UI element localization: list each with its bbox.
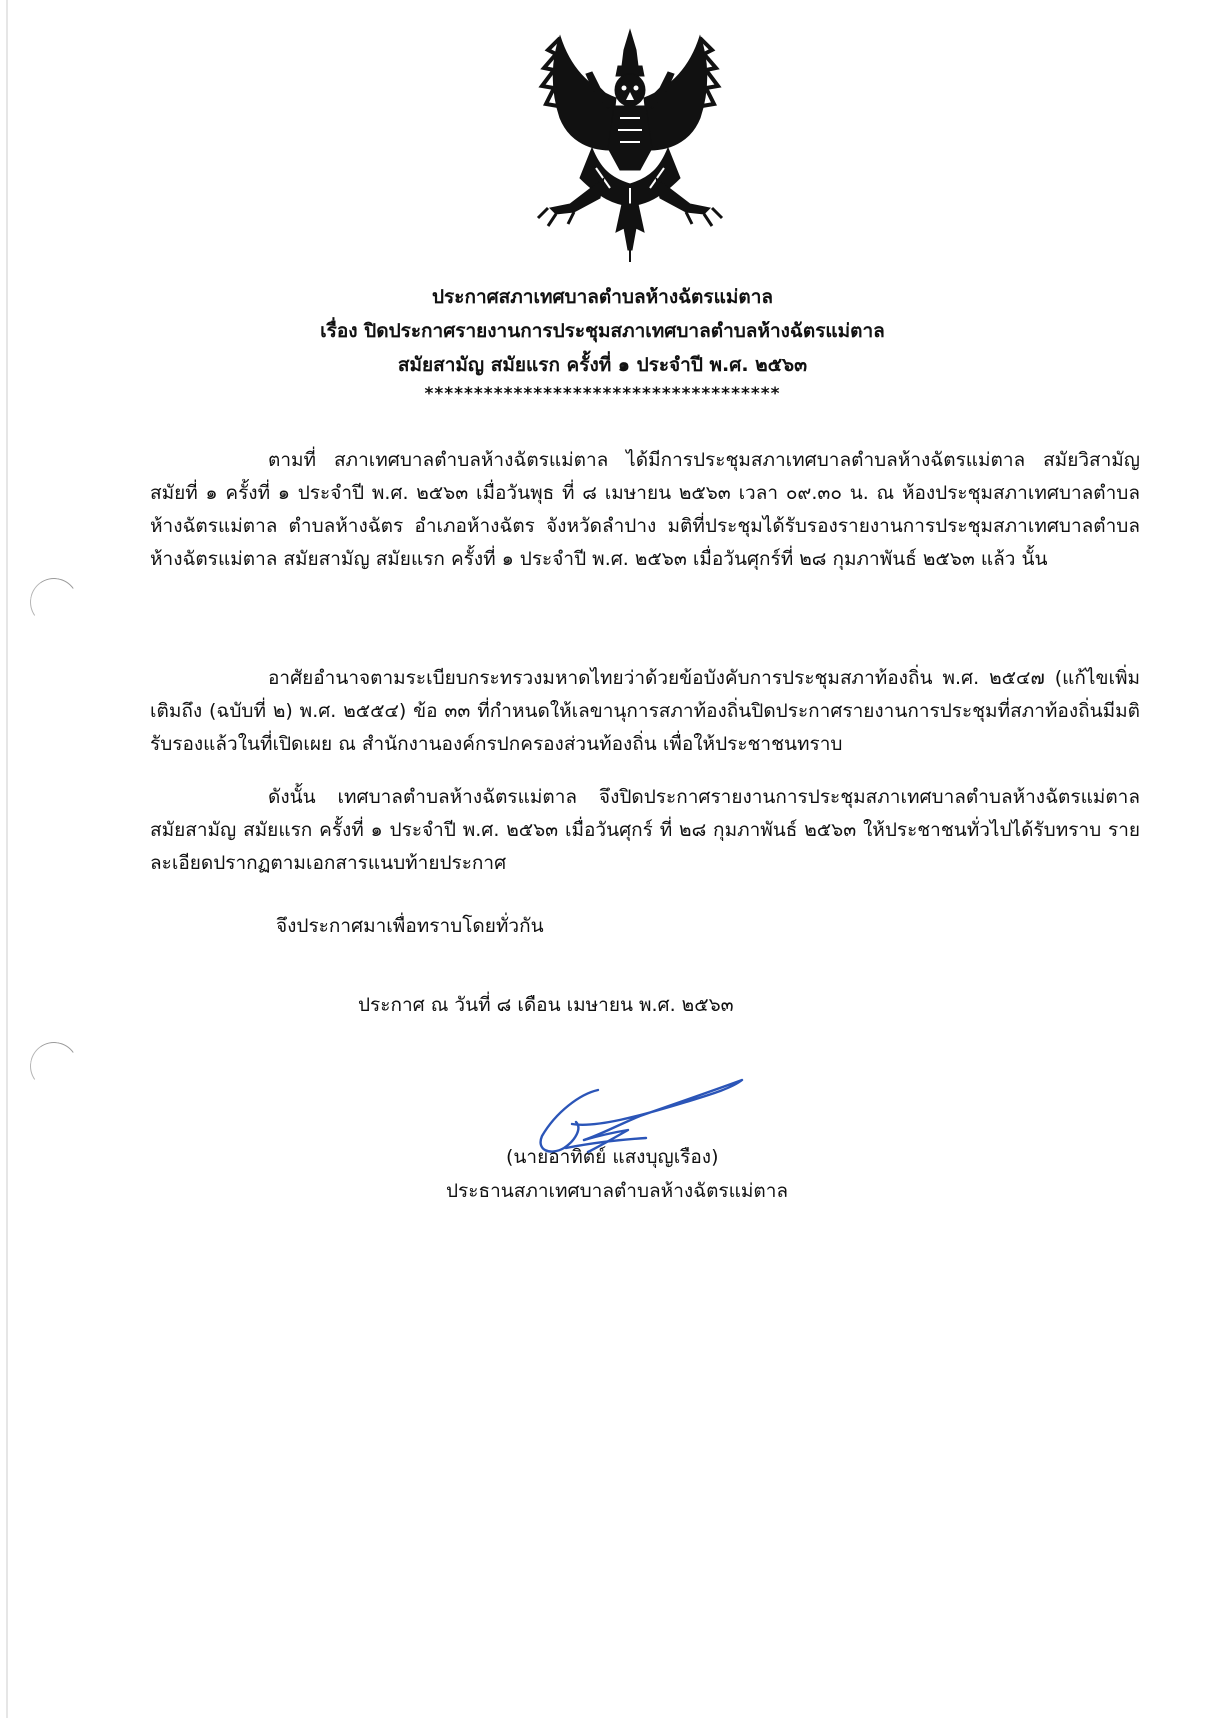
signer-title: ประธานสภาเทศบาลตำบลห้างฉัตรแม่ตาล [446,1180,789,1202]
announcement-subject: เรื่อง ปิดประกาศรายงานการประชุมสภาเทศบาลตำบลห้างฉัตรแม่ตาล [320,320,885,342]
paragraph-2: อาศัยอำนาจตามระเบียบกระทรวงมหาดไทยว่าด้วยข้อบังคับการประชุมสภาท้องถิ่น พ.ศ. ๒๕๔๗ (แก้ไขเพิ่มเติมถึง (ฉบับที่ ๒) พ.ศ. ๒๕๕๔) ข้อ ๓๓ ที่กำหนดให้เลขานุการสภาท้องถิ่นปิดประกาศรายงานการประชุมที่สภาท้องถิ่นมีมติรับรองแล้วในที่เปิดเผย ณ สำนักงานองค์กรปกครองส่วนท้องถิ่น เพื่อให้ประชาชนทราบ [150,667,1140,755]
signer-name: (นายอาทิตย์ แสงบุญเรือง) [506,1146,719,1168]
punch-hole-bottom [26,1038,82,1094]
closing-line: จึงประกาศมาเพื่อทราบโดยทั่วกัน [276,915,544,937]
garuda-emblem-icon [530,28,730,264]
paragraph-3: ดังนั้น เทศบาลตำบลห้างฉัตรแม่ตาล จึงปิดประกาศรายงานการประชุมสภาเทศบาลตำบลห้างฉัตรแม่ตาล สมัยสามัญ สมัยแรก ครั้งที่ ๑ ประจำปี พ.ศ. ๒๕๖๓ เมื่อวันศุกร์ ที่ ๒๘ กุมภาพันธ์ ๒๕๖๓ ให้ประชาชนทั่วไปได้รับทราบ รายละเอียดปรากฏตามเอกสารแนบท้ายประกาศ [150,786,1141,874]
title-separator: ************************************ [424,384,781,404]
announcement-title: ประกาศสภาเทศบาลตำบลห้างฉัตรแม่ตาล [431,286,774,308]
punch-hole-top [26,574,82,630]
page-edge-shadow [6,0,8,1718]
announcement-session: สมัยสามัญ สมัยแรก ครั้งที่ ๑ ประจำปี พ.ศ. ๒๕๖๓ [397,354,808,376]
paragraph-1: ตามที่ สภาเทศบาลตำบลห้างฉัตรแม่ตาล ได้มีการประชุมสภาเทศบาลตำบลห้างฉัตรแม่ตาล สมัยวิสามัญ สมัยที่ ๑ ครั้งที่ ๑ ประจำปี พ.ศ. ๒๕๖๓ เมื่อวันพุธ ที่ ๘ เมษายน ๒๕๖๓ เวลา ๐๙.๓๐ น. ณ ห้องประชุมสภาเทศบาลตำบลห้างฉัตรแม่ตาล ตำบลห้างฉัตร อำเภอห้างฉัตร จังหวัดลำปาง มติที่ประชุมได้รับรองรายงานการประชุมสภาเทศบาลตำบลห้างฉัตรแม่ตาล สมัยสามัญ สมัยแรก ครั้งที่ ๑ ประจำปี พ.ศ. ๒๕๖๓ เมื่อวันศุกร์ที่ ๒๘ กุมภาพันธ์ ๒๕๖๓ แล้ว นั้น [150,449,1140,570]
announcement-date: ประกาศ ณ วันที่ ๘ เดือน เมษายน พ.ศ. ๒๕๖๓ [358,994,734,1016]
